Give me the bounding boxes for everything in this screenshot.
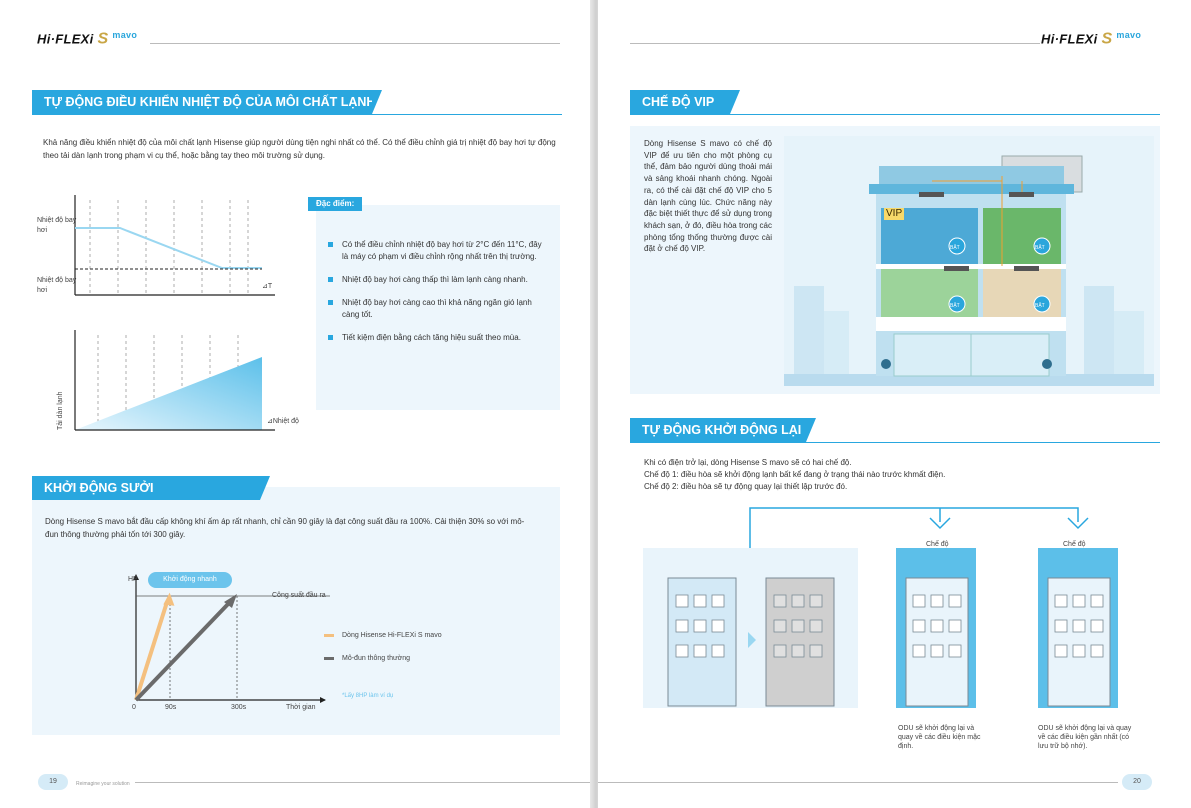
- heat-note: *Lấy 8HP làm ví dụ: [342, 693, 394, 699]
- left-page: [0, 0, 593, 808]
- restart-diagram: [638, 500, 1158, 740]
- chart1-x-text: T: [267, 283, 273, 290]
- feature-item: Có thể điều chỉnh nhiệt độ bay hơi từ 2°C đến 11°C, đây là máy có phạm vi điều chỉnh rộng nhất trên thị trường.: [328, 239, 550, 263]
- header-rule: [630, 43, 1040, 44]
- vip-building-illustration: [784, 136, 1154, 386]
- load-chart: [60, 330, 280, 435]
- on-badge-1: BẬT: [950, 245, 960, 251]
- features-title: Đặc điểm:: [308, 197, 362, 211]
- chart2-y-label: Tải dàn lạnh: [57, 391, 64, 430]
- page-number-left: 19: [38, 774, 68, 790]
- mode-label-2: Chế độ: [1063, 541, 1086, 548]
- right-page: [598, 0, 1191, 808]
- logo-s: S: [97, 30, 109, 48]
- logo-text: Hi·FLEXi: [1041, 31, 1098, 47]
- chart2-x-text: Nhiệt độ: [272, 418, 299, 425]
- section-rule: [630, 114, 1160, 115]
- tick-300s: 300s: [231, 704, 247, 711]
- restart-line-2: Chế độ 1: điều hòa sẽ khởi động lạnh bất kể đang ở trạng thái nào trước khmất điện.: [644, 470, 946, 479]
- section-title-restart: TỰ ĐỘNG KHỞI ĐỘNG LẠI: [630, 418, 806, 442]
- restart-line-1: Khi có điện trở lại, dòng Hisense S mavo sẽ có hai chế độ.: [644, 458, 852, 467]
- logo-s: S: [1101, 30, 1113, 48]
- legend-conv-swatch: [324, 657, 334, 660]
- on-badge-3: BẬT: [950, 303, 960, 309]
- legend-mavo: Dòng Hisense Hi-FLEXi S mavo: [342, 632, 442, 639]
- legend-mavo-swatch: [324, 634, 334, 637]
- section-rule: [32, 114, 562, 115]
- footer-tagline: Reimagine your solution: [76, 781, 130, 787]
- output-label: Công suất đầu ra: [272, 592, 326, 599]
- evap-temp-line: [75, 228, 262, 268]
- footer-rule: [598, 782, 1118, 783]
- caption-mode1: ODU sẽ khởi động lại và quay về các điều kiện mặc định.: [898, 725, 981, 750]
- brand-logo: [1041, 30, 1141, 48]
- section-rule: [630, 442, 1160, 443]
- load-area: [75, 357, 262, 430]
- header-rule: [150, 43, 560, 44]
- footer-rule: [135, 782, 590, 783]
- tick-0: 0: [132, 704, 136, 711]
- temp-intro: Khả năng điều khiển nhiệt độ của môi chất lạnh Hisense giúp người dùng tiện nghi nhất có thể. Có thể điều chỉnh giá trị nhiệt độ bay hơi tự động theo tải dàn lạnh trong phạm vi cụ thể, hoặc bằng tay theo môi trường sử dụng.: [43, 138, 556, 160]
- logo-text: Hi·FLEXi: [37, 31, 94, 47]
- heat-intro: Dòng Hisense S mavo bắt đầu cấp không khí ấm áp rất nhanh, chỉ cần 90 giây là đạt công suất đầu ra 100%. Cải thiện 30% so với mô-đun thông thường phải tốn tới 300 giây.: [45, 517, 525, 539]
- chart1-y-low: Nhiệt độ bay hơi: [37, 277, 77, 294]
- brand-logo: [37, 30, 137, 48]
- vip-label: VIP: [886, 208, 903, 219]
- on-badge-4: BẬT: [1035, 303, 1045, 309]
- section-title-heat: KHỞI ĐỘNG SƯỞI: [32, 476, 260, 500]
- restart-line-3: Chế độ 2: điều hòa sẽ tự động quay lại thiết lập trước đó.: [644, 482, 848, 491]
- page-number-right: 20: [1122, 774, 1152, 790]
- legend-conventional: Mô-đun thông thường: [342, 655, 411, 662]
- section-title-vip: CHẾ ĐỘ VIP: [630, 90, 730, 114]
- vip-text: Dòng Hisense S mavo có chế độ VIP để ưu tiên cho một phòng cụ thể, đảm bảo người dùng thoải mái và sảng khoái nhanh chóng. Ngoài ra, có thể cài đặt chế độ VIP cho 5 dàn lạnh cùng lúc. Chức năng này đặc biệt thiết thực để sử dụng trong khách sạn, ở đó, điều hòa trong các phòng tổng thống thường được cài đặt ở chế độ VIP.: [644, 139, 772, 254]
- caption-mode2: ODU sẽ khởi động lại và quay về các điều kiện gần nhất (có lưu trữ bộ nhớ).: [1038, 725, 1132, 750]
- section-title-temp: TỰ ĐỘNG ĐIỀU KHIỂN NHIỆT ĐỘ CỦA MÔI CHẤT LẠNH: [32, 90, 372, 114]
- chart2-x-label: ⊿Nhiệt độ: [267, 418, 299, 425]
- tick-90s: 90s: [165, 704, 177, 711]
- feature-item: Nhiệt độ bay hơi càng cao thì khả năng ngăn gió lạnh càng tốt.: [328, 297, 550, 321]
- quick-start-badge: Khởi động nhanh: [148, 572, 232, 588]
- heat-x-label: Thời gian: [286, 704, 316, 711]
- chart1-y-high: Nhiệt độ bay hơi: [37, 217, 77, 234]
- heat-y-label: HP: [128, 576, 138, 583]
- logo-mavo: mavo: [112, 30, 138, 40]
- chart1-x-label: ⊿T: [262, 283, 273, 290]
- feature-item: Tiết kiệm điện bằng cách tăng hiệu suất theo mùa.: [328, 332, 550, 344]
- logo-mavo: mavo: [1116, 30, 1142, 40]
- features-box: [316, 205, 560, 410]
- features-list: [328, 239, 550, 355]
- mode-label-1: Chế độ: [926, 541, 949, 548]
- feature-item: Nhiệt độ bay hơi càng thấp thì làm lạnh càng nhanh.: [328, 274, 550, 286]
- on-badge-2: BẬT: [1035, 245, 1045, 251]
